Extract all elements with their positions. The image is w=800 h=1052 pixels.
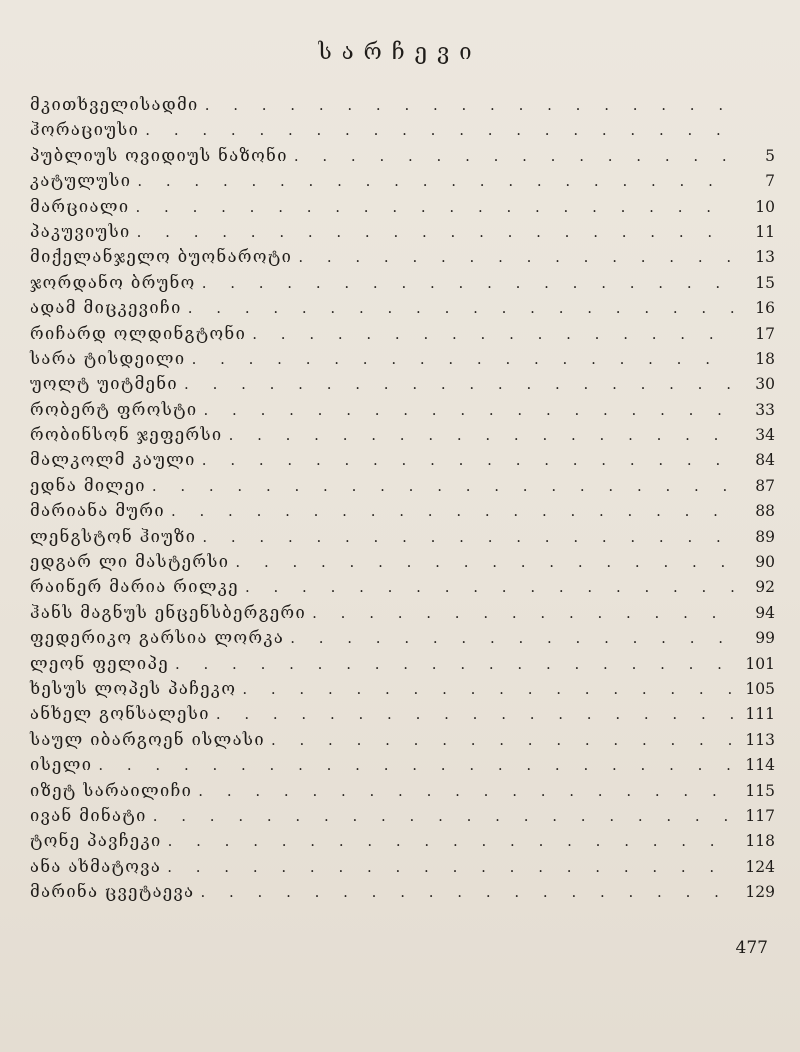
toc-entry-page-number: 111: [745, 705, 775, 724]
page-number: 477: [735, 938, 768, 958]
dot-leader: [202, 525, 735, 550]
toc-entry: [30, 143, 775, 168]
toc-entry-page-number: 113: [745, 730, 775, 749]
toc-entry-page-number: 11: [755, 222, 775, 241]
toc-entry-title: პუბლიუს ოვიდიუს ნაზონი: [30, 145, 288, 165]
toc-entry-page-number: 30: [755, 375, 775, 394]
toc-entry-title: რობინსონ ჯეფერსი: [30, 425, 223, 445]
toc-entry: [30, 778, 775, 803]
toc-entry: [30, 879, 775, 904]
toc-entry: [30, 752, 775, 777]
toc-entry-title: ანა ახმატოვა: [30, 856, 162, 876]
toc-entry-page-number: 90: [755, 553, 775, 572]
toc-entry-page-number: 115: [745, 781, 775, 800]
toc-entry-title: ფედერიკო გარსია ლორკა: [30, 628, 285, 648]
dot-leader: [204, 398, 735, 423]
toc-entry-title: მიქელანჯელო ბუონაროტი: [30, 247, 293, 267]
toc-entry-page-number: 89: [755, 527, 775, 546]
toc-entry-title: ხესუს ლოპეს პაჩეკო: [30, 678, 237, 698]
toc-entry: [30, 194, 775, 219]
toc-entry: [30, 92, 775, 117]
dot-leader: [152, 474, 735, 499]
toc-entry-title: მალკოლმ კაული: [30, 450, 196, 470]
toc-entry-page-number: 5: [765, 146, 775, 165]
toc-entry: [30, 397, 775, 422]
toc-entry: [30, 828, 775, 853]
dot-leader: [245, 575, 735, 600]
toc-entry: [30, 524, 775, 549]
dot-leader: [192, 347, 735, 372]
dot-leader: [271, 728, 735, 753]
toc-entry: [30, 295, 775, 320]
dot-leader: [229, 423, 735, 448]
dot-leader: [175, 652, 735, 677]
toc-entry: [30, 651, 775, 676]
toc-entry: [30, 473, 775, 498]
toc-entry-title: ანხელ გონსალესი: [30, 704, 210, 724]
toc-entry: [30, 219, 775, 244]
dot-leader: [198, 779, 735, 804]
toc-entry-page-number: 101: [745, 654, 775, 673]
dot-leader: [202, 448, 735, 473]
toc-entry-title: ლეონ ფელიპე: [30, 653, 169, 673]
table-of-contents: [30, 92, 775, 905]
dot-leader: [137, 169, 735, 194]
toc-entry: [30, 676, 775, 701]
toc-entry: [30, 346, 775, 371]
toc-entry-title: ლენგსტონ ჰიუზი: [30, 526, 197, 546]
dot-leader: [200, 880, 735, 905]
toc-entry-page-number: 87: [755, 476, 775, 495]
toc-entry-page-number: 92: [755, 578, 775, 597]
dot-leader: [136, 195, 735, 220]
toc-entry: [30, 321, 775, 346]
toc-entry: [30, 270, 775, 295]
dot-leader: [137, 220, 735, 245]
toc-entry-title: რიჩარდ ოლდინგტონი: [30, 323, 247, 343]
toc-entry-title: საულ იბარგოენ ისლასი: [30, 729, 265, 749]
dot-leader: [202, 271, 735, 296]
toc-entry-title: მარციალი: [30, 196, 130, 216]
dot-leader: [252, 322, 735, 347]
dot-leader: [312, 601, 735, 626]
toc-entry: [30, 371, 775, 396]
dot-leader: [294, 144, 735, 169]
toc-entry: [30, 447, 775, 472]
page-title: სარჩევი: [318, 40, 482, 65]
toc-entry-page-number: 84: [755, 451, 775, 470]
toc-entry: [30, 803, 775, 828]
toc-entry-page-number: 17: [755, 324, 775, 343]
toc-entry-page-number: 18: [755, 349, 775, 368]
toc-entry: [30, 727, 775, 752]
dot-leader: [235, 550, 735, 575]
toc-entry: [30, 168, 775, 193]
dot-leader: [290, 626, 735, 651]
toc-entry-title: სარა ტისდეილი: [30, 348, 186, 368]
dot-leader: [242, 677, 735, 702]
toc-entry: [30, 854, 775, 879]
dot-leader: [188, 296, 735, 321]
toc-entry: [30, 625, 775, 650]
toc-entry-page-number: 15: [755, 273, 775, 292]
toc-entry-title: იზეტ სარაილიჩი: [30, 780, 193, 800]
dot-leader: [171, 499, 735, 524]
toc-entry-title: მარინა ცვეტაევა: [30, 882, 195, 902]
toc-entry: [30, 244, 775, 269]
toc-entry-page-number: 99: [755, 629, 775, 648]
toc-entry-title: მარიანა მური: [30, 501, 165, 521]
toc-entry: [30, 549, 775, 574]
toc-entry: [30, 574, 775, 599]
toc-entry-title: ადამ მიცკევიჩი: [30, 298, 182, 318]
toc-entry: [30, 117, 775, 142]
dot-leader: [216, 702, 735, 727]
toc-entry-page-number: 129: [745, 883, 775, 902]
toc-entry-page-number: 105: [745, 679, 775, 698]
toc-entry-page-number: 124: [745, 857, 775, 876]
toc-entry-page-number: 10: [755, 197, 775, 216]
toc-entry-page-number: 7: [765, 172, 775, 191]
toc-entry: [30, 600, 775, 625]
toc-entry-title: ტონე პავჩეკი: [30, 831, 162, 851]
toc-entry-title: ჯორდანო ბრუნო: [30, 272, 196, 292]
toc-entry: [30, 701, 775, 726]
dot-leader: [167, 855, 735, 880]
toc-entry-page-number: 88: [755, 502, 775, 521]
dot-leader: [205, 93, 735, 118]
dot-leader: [145, 118, 735, 143]
toc-entry-title: ედნა მილეი: [30, 475, 146, 495]
dot-leader: [98, 753, 735, 778]
toc-entry-page-number: 94: [755, 603, 775, 622]
toc-entry-title: რაინერ მარია რილკე: [30, 577, 239, 597]
toc-entry-page-number: 16: [755, 299, 775, 318]
toc-entry-title: კატულუსი: [30, 171, 132, 191]
toc-entry-title: რობერტ ფროსტი: [30, 399, 198, 419]
toc-entry-page-number: 114: [745, 756, 775, 775]
toc-entry: [30, 422, 775, 447]
toc-entry-title: ივან მინატი: [30, 805, 147, 825]
toc-entry-page-number: 34: [755, 426, 775, 445]
toc-entry-page-number: 117: [745, 806, 775, 825]
dot-leader: [168, 829, 735, 854]
toc-entry: [30, 498, 775, 523]
dot-leader: [184, 372, 735, 397]
toc-entry-page-number: 118: [745, 832, 775, 851]
dot-leader: [153, 804, 735, 829]
toc-entry-title: უოლტ უიტმენი: [30, 374, 179, 394]
toc-entry-title: ჰანს მაგნუს ენცენსბერგერი: [30, 602, 307, 622]
toc-entry-title: ისელი: [30, 755, 93, 775]
toc-entry-page-number: 13: [755, 248, 775, 267]
toc-entry-title: ჰორაციუსი: [30, 120, 140, 140]
toc-entry-page-number: 33: [755, 400, 775, 419]
toc-entry-title: ედგარ ლი მასტერსი: [30, 552, 230, 572]
toc-entry-title: პაკუვიუსი: [30, 221, 131, 241]
dot-leader: [298, 245, 735, 270]
toc-entry-title: მკითხველისადმი: [30, 95, 199, 114]
